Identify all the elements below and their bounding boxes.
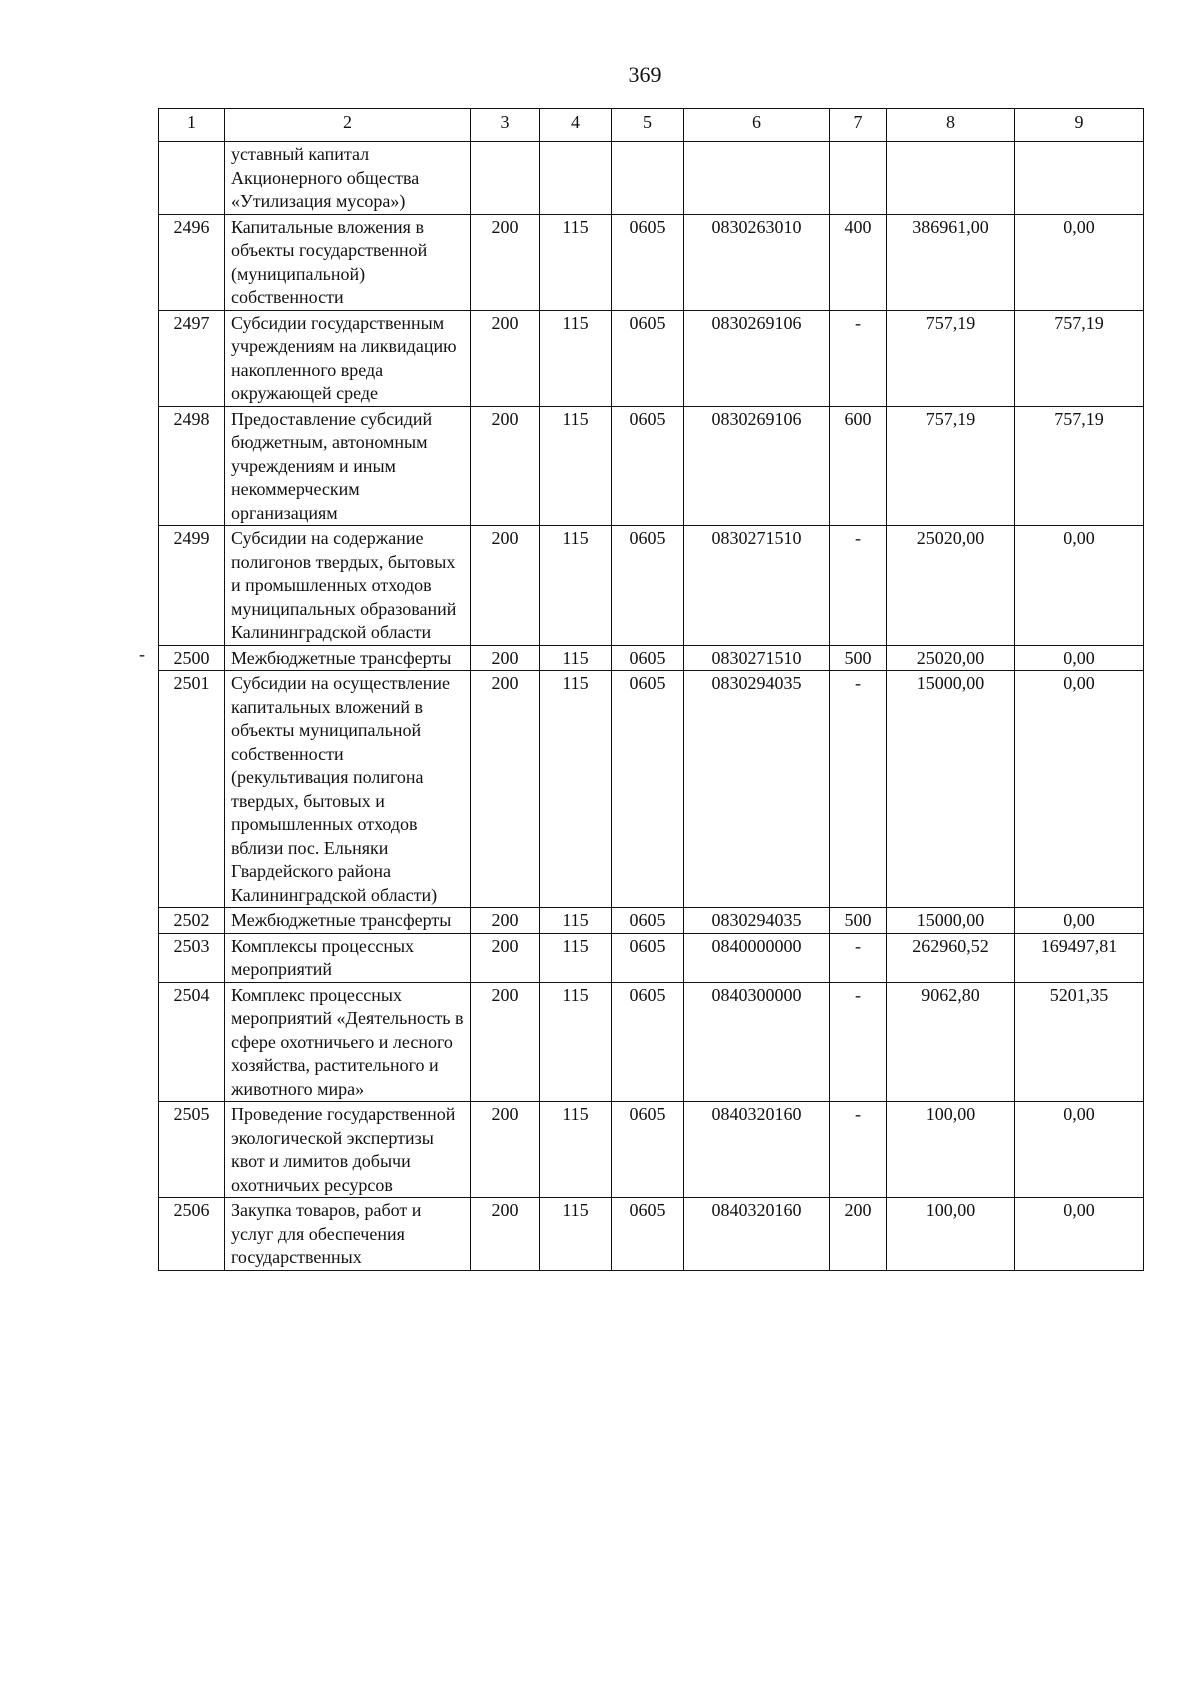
cell-col7: - bbox=[830, 1102, 887, 1198]
cell-col6: 0830294035 bbox=[684, 908, 830, 934]
header-row bbox=[159, 109, 1144, 142]
cell-col9 bbox=[1015, 142, 1144, 215]
cell-col5: 0605 bbox=[612, 1198, 684, 1271]
cell-col6 bbox=[684, 142, 830, 215]
column-header: 4 bbox=[540, 109, 612, 142]
cell-col7: 500 bbox=[830, 645, 887, 671]
row-number: 2500 bbox=[159, 645, 225, 671]
cell-col8: 262960,52 bbox=[887, 933, 1015, 982]
row-name: Предоставление субсидий бюджетным, автономным учреждениям и иным некоммерческим организациям bbox=[225, 406, 471, 526]
cell-col5 bbox=[612, 142, 684, 215]
cell-col9: 0,00 bbox=[1015, 526, 1144, 646]
cell-col6: 0840000000 bbox=[684, 933, 830, 982]
cell-col7: - bbox=[830, 526, 887, 646]
cell-col9: 0,00 bbox=[1015, 1102, 1144, 1198]
table-row bbox=[159, 310, 1144, 406]
cell-col5: 0605 bbox=[612, 1102, 684, 1198]
cell-col4: 115 bbox=[540, 214, 612, 310]
column-header: 6 bbox=[684, 109, 830, 142]
cell-col4: 115 bbox=[540, 908, 612, 934]
cell-col5: 0605 bbox=[612, 908, 684, 934]
cell-col4: 115 bbox=[540, 982, 612, 1102]
column-header: 9 bbox=[1015, 109, 1144, 142]
cell-col3: 200 bbox=[471, 406, 540, 526]
cell-col9: 5201,35 bbox=[1015, 982, 1144, 1102]
cell-col7: - bbox=[830, 671, 887, 908]
cell-col8: 386961,00 bbox=[887, 214, 1015, 310]
cell-col6: 0830271510 bbox=[684, 526, 830, 646]
cell-col7: 400 bbox=[830, 214, 887, 310]
row-number: 2503 bbox=[159, 933, 225, 982]
table-row bbox=[159, 671, 1144, 908]
cell-col3: 200 bbox=[471, 645, 540, 671]
row-number bbox=[159, 142, 225, 215]
row-name: Межбюджетные трансферты bbox=[225, 908, 471, 934]
table-row bbox=[159, 526, 1144, 646]
cell-col6: 0830269106 bbox=[684, 310, 830, 406]
cell-col8: 100,00 bbox=[887, 1102, 1015, 1198]
cell-col9: 0,00 bbox=[1015, 908, 1144, 934]
column-header: 5 bbox=[612, 109, 684, 142]
cell-col9: 0,00 bbox=[1015, 1198, 1144, 1271]
cell-col4: 115 bbox=[540, 645, 612, 671]
cell-col4: 115 bbox=[540, 933, 612, 982]
table-row bbox=[159, 645, 1144, 671]
cell-col8: 757,19 bbox=[887, 310, 1015, 406]
row-name: Капитальные вложения в объекты государственной (муниципальной) собственности bbox=[225, 214, 471, 310]
cell-col6: 0840320160 bbox=[684, 1102, 830, 1198]
cell-col8: 15000,00 bbox=[887, 671, 1015, 908]
column-header: 2 bbox=[225, 109, 471, 142]
row-name: Проведение государственной экологической экспертизы квот и лимитов добычи охотничьих ресурсов bbox=[225, 1102, 471, 1198]
cell-col3 bbox=[471, 142, 540, 215]
row-number: 2505 bbox=[159, 1102, 225, 1198]
cell-col6: 0830294035 bbox=[684, 671, 830, 908]
cell-col6: 0840300000 bbox=[684, 982, 830, 1102]
row-number: 2502 bbox=[159, 908, 225, 934]
cell-col3: 200 bbox=[471, 933, 540, 982]
cell-col7 bbox=[830, 142, 887, 215]
cell-col5: 0605 bbox=[612, 214, 684, 310]
row-name: Субсидии государственным учреждениям на ликвидацию накопленного вреда окружающей среде bbox=[225, 310, 471, 406]
page-number: 369 bbox=[628, 62, 662, 87]
cell-col4: 115 bbox=[540, 310, 612, 406]
cell-col8: 100,00 bbox=[887, 1198, 1015, 1271]
table-row bbox=[159, 1102, 1144, 1198]
cell-col5: 0605 bbox=[612, 406, 684, 526]
row-name: Комплекс процессных мероприятий «Деятельность в сфере охотничьего и лесного хозяйства, растительного и животного мира» bbox=[225, 982, 471, 1102]
cell-col5: 0605 bbox=[612, 645, 684, 671]
column-header: 1 bbox=[159, 109, 225, 142]
cell-col4: 115 bbox=[540, 671, 612, 908]
cell-col6: 0830269106 bbox=[684, 406, 830, 526]
cell-col7: - bbox=[830, 310, 887, 406]
cell-col4 bbox=[540, 142, 612, 215]
row-number: 2501 bbox=[159, 671, 225, 908]
cell-col5: 0605 bbox=[612, 671, 684, 908]
cell-col7: - bbox=[830, 982, 887, 1102]
table-row bbox=[159, 1198, 1144, 1271]
column-header: 7 bbox=[830, 109, 887, 142]
cell-col8: 757,19 bbox=[887, 406, 1015, 526]
table-row bbox=[159, 908, 1144, 934]
cell-col4: 115 bbox=[540, 406, 612, 526]
cell-col7: 500 bbox=[830, 908, 887, 934]
cell-col5: 0605 bbox=[612, 933, 684, 982]
row-name: уставный капитал Акционерного общества «Утилизация мусора») bbox=[225, 142, 471, 215]
cell-col8 bbox=[887, 142, 1015, 215]
row-name: Комплексы процессных мероприятий bbox=[225, 933, 471, 982]
cell-col3: 200 bbox=[471, 671, 540, 908]
cell-col9: 757,19 bbox=[1015, 406, 1144, 526]
column-header: 8 bbox=[887, 109, 1015, 142]
table-row bbox=[159, 214, 1144, 310]
row-number: 2496 bbox=[159, 214, 225, 310]
cell-col9: 757,19 bbox=[1015, 310, 1144, 406]
cell-col3: 200 bbox=[471, 908, 540, 934]
cell-col4: 115 bbox=[540, 1102, 612, 1198]
row-name: Закупка товаров, работ и услуг для обеспечения государственных bbox=[225, 1198, 471, 1271]
column-header: 3 bbox=[471, 109, 540, 142]
cell-col6: 0830263010 bbox=[684, 214, 830, 310]
cell-col8: 15000,00 bbox=[887, 908, 1015, 934]
cell-col9: 0,00 bbox=[1015, 214, 1144, 310]
cell-col6: 0840320160 bbox=[684, 1198, 830, 1271]
table-row bbox=[159, 142, 1144, 215]
row-number: 2498 bbox=[159, 406, 225, 526]
cell-col3: 200 bbox=[471, 526, 540, 646]
cell-col3: 200 bbox=[471, 310, 540, 406]
table-row bbox=[159, 982, 1144, 1102]
cell-col3: 200 bbox=[471, 214, 540, 310]
table-row bbox=[159, 406, 1144, 526]
row-name: Субсидии на содержание полигонов твердых, бытовых и промышленных отходов муниципальных образований Калининградской области bbox=[225, 526, 471, 646]
cell-col9: 0,00 bbox=[1015, 671, 1144, 908]
cell-col6: 0830271510 bbox=[684, 645, 830, 671]
cell-col5: 0605 bbox=[612, 526, 684, 646]
cell-col7: 200 bbox=[830, 1198, 887, 1271]
budget-table bbox=[158, 108, 1144, 1271]
table-row bbox=[159, 933, 1144, 982]
cell-col8: 25020,00 bbox=[887, 645, 1015, 671]
cell-col7: - bbox=[830, 933, 887, 982]
row-number: 2506 bbox=[159, 1198, 225, 1271]
cell-col8: 25020,00 bbox=[887, 526, 1015, 646]
cell-col4: 115 bbox=[540, 1198, 612, 1271]
cell-col9: 0,00 bbox=[1015, 645, 1144, 671]
cell-col9: 169497,81 bbox=[1015, 933, 1144, 982]
cell-col8: 9062,80 bbox=[887, 982, 1015, 1102]
cell-col5: 0605 bbox=[612, 310, 684, 406]
stray-mark: - bbox=[139, 644, 145, 664]
row-number: 2499 bbox=[159, 526, 225, 646]
cell-col4: 115 bbox=[540, 526, 612, 646]
row-number: 2504 bbox=[159, 982, 225, 1102]
row-name: Субсидии на осуществление капитальных вложений в объекты муниципальной собственности (рекультивация полигона твердых, бытовых и промышленных отходов вблизи пос. Ельняки Гвардейского района Калининградской области) bbox=[225, 671, 471, 908]
cell-col3: 200 bbox=[471, 982, 540, 1102]
cell-col3: 200 bbox=[471, 1102, 540, 1198]
row-number: 2497 bbox=[159, 310, 225, 406]
cell-col7: 600 bbox=[830, 406, 887, 526]
cell-col5: 0605 bbox=[612, 982, 684, 1102]
row-name: Межбюджетные трансферты bbox=[225, 645, 471, 671]
cell-col3: 200 bbox=[471, 1198, 540, 1271]
